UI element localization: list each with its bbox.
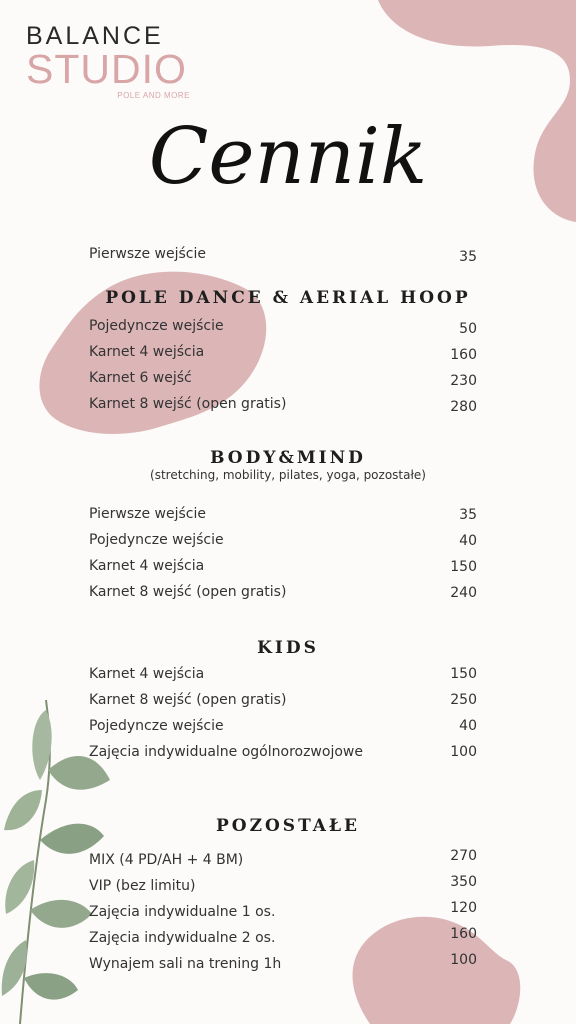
price-row — [89, 506, 477, 528]
section-subheading-body-mind: (stretching, mobility, pilates, yoga, pozostałe) — [150, 468, 426, 482]
price-value: 35 — [459, 507, 477, 523]
price-value: 100 — [450, 744, 477, 760]
brand-logo — [26, 24, 196, 100]
price-label: Zajęcia indywidualne 1 os. — [89, 904, 276, 920]
price-label: Karnet 8 wejść (open gratis) — [89, 692, 287, 708]
section-heading-body-mind: BODY&MIND — [210, 448, 366, 468]
price-label: Zajęcia indywidualne ogólnorozwojowe — [89, 744, 363, 760]
price-value: 240 — [450, 585, 477, 601]
price-value: 350 — [450, 874, 477, 890]
price-label: Pierwsze wejście — [89, 246, 206, 262]
price-row — [89, 532, 477, 554]
price-value: 150 — [450, 666, 477, 682]
page-title: Cennik — [148, 112, 428, 202]
price-label: Karnet 8 wejść (open gratis) — [89, 584, 287, 600]
price-row — [89, 370, 477, 392]
price-label: Karnet 4 wejścia — [89, 558, 205, 574]
price-value: 150 — [450, 559, 477, 575]
price-row — [89, 718, 477, 740]
price-value: 40 — [459, 533, 477, 549]
section-heading-kids: KIDS — [257, 638, 319, 658]
price-row — [89, 874, 477, 900]
price-row — [89, 926, 477, 952]
price-row — [89, 396, 477, 418]
price-value: 280 — [450, 399, 477, 415]
price-row-intro — [89, 246, 477, 268]
price-label: VIP (bez limitu) — [89, 878, 196, 894]
price-value: 270 — [450, 848, 477, 864]
price-label: Pojedyncze wejście — [89, 318, 224, 334]
price-value: 230 — [450, 373, 477, 389]
price-row — [89, 692, 477, 714]
price-label: Karnet 8 wejść (open gratis) — [89, 396, 287, 412]
price-row — [89, 744, 477, 766]
price-label: Karnet 4 wejścia — [89, 666, 205, 682]
brand-line2: STUDIO — [26, 46, 187, 92]
price-row — [89, 666, 477, 688]
price-label: Zajęcia indywidualne 2 os. — [89, 930, 276, 946]
price-value: 35 — [459, 249, 477, 265]
section-heading-pole-dance: POLE DANCE & AERIAL HOOP — [105, 288, 471, 308]
section-heading-pozostale: POZOSTAŁE — [215, 816, 361, 836]
price-row — [89, 318, 477, 340]
price-value: 120 — [450, 900, 477, 916]
price-value: 250 — [450, 692, 477, 708]
price-label: Karnet 4 wejścia — [89, 344, 205, 360]
brand-tagline: POLE AND MORE — [117, 91, 190, 100]
price-value: 100 — [450, 952, 477, 968]
price-label: Pojedyncze wejście — [89, 532, 224, 548]
price-label: Pierwsze wejście — [89, 506, 206, 522]
price-label: Karnet 6 wejść — [89, 370, 192, 386]
price-label: Pojedyncze wejście — [89, 718, 224, 734]
price-label: MIX (4 PD/AH + 4 BM) — [89, 852, 244, 868]
price-row — [89, 344, 477, 366]
price-value: 50 — [459, 321, 477, 337]
price-value: 160 — [450, 926, 477, 942]
price-value: 160 — [450, 347, 477, 363]
price-row — [89, 584, 477, 606]
price-row — [89, 900, 477, 926]
price-row — [89, 952, 477, 978]
price-row — [89, 848, 477, 874]
price-value: 40 — [459, 718, 477, 734]
price-row — [89, 558, 477, 580]
price-label: Wynajem sali na trening 1h — [89, 956, 282, 972]
brand-line1: BALANCE — [26, 22, 164, 50]
